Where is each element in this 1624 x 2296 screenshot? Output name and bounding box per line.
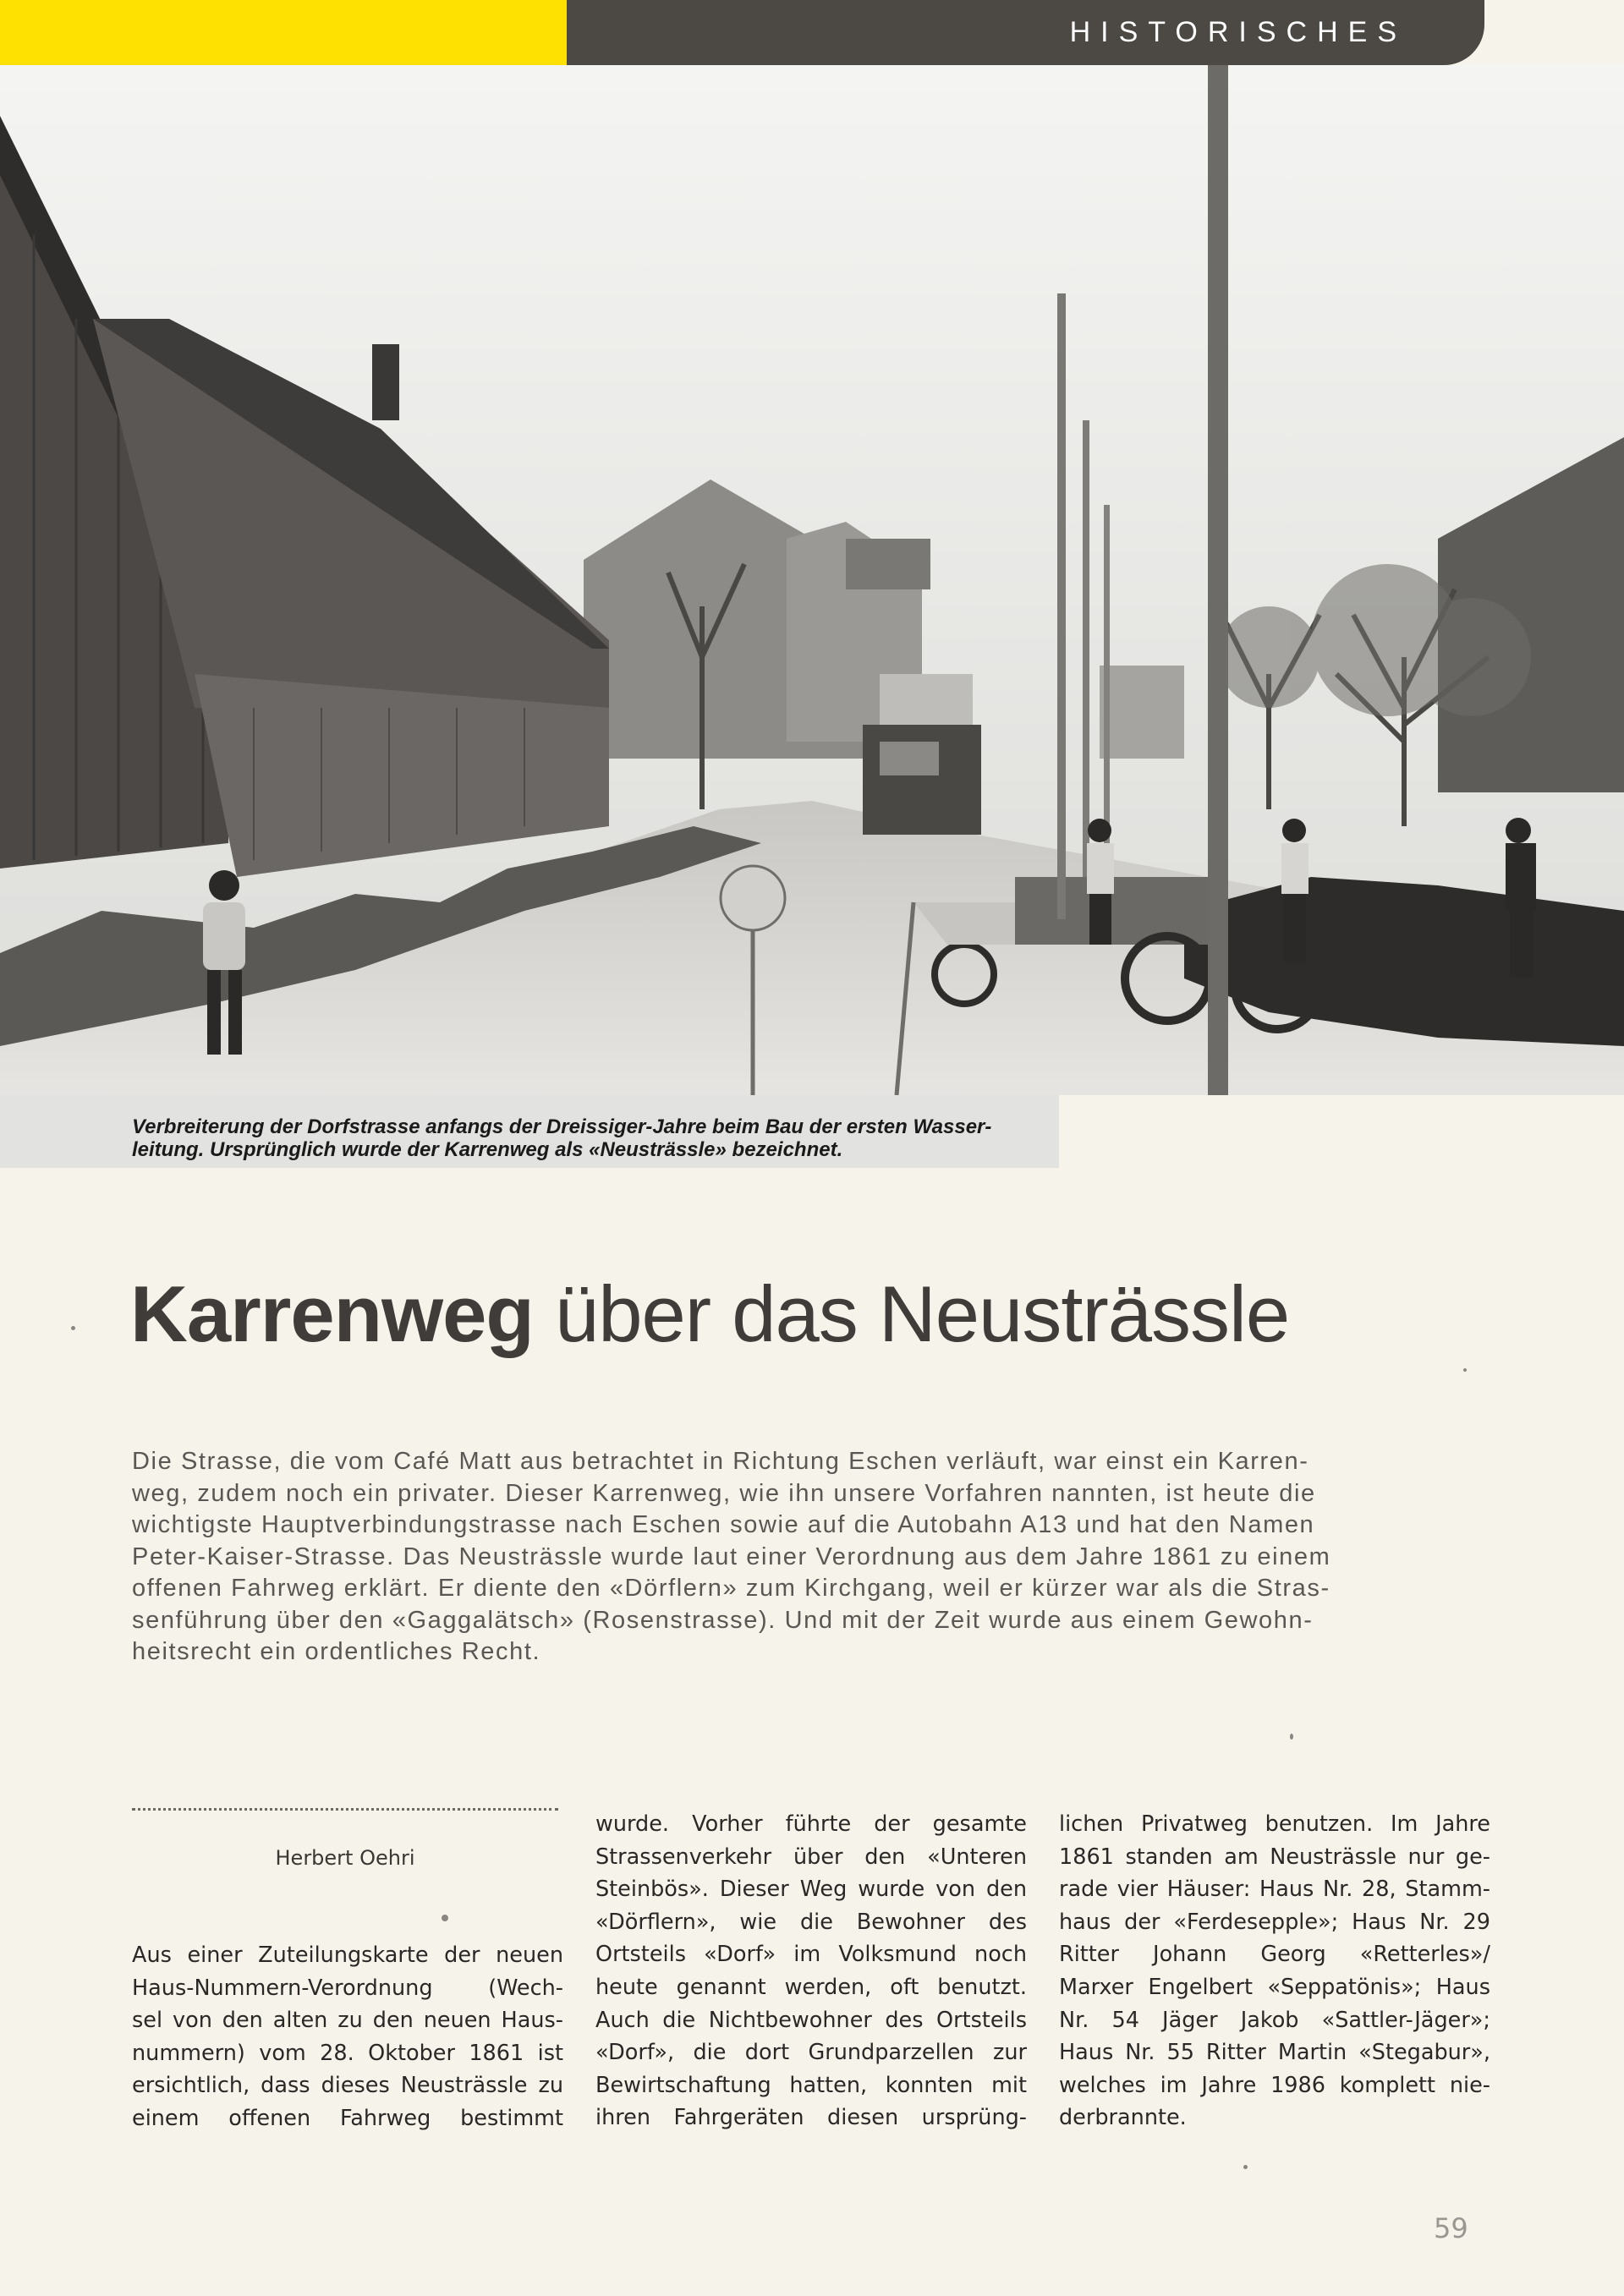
article-title-rest: über das Neusträssle — [533, 1269, 1290, 1358]
article-lead — [132, 1446, 1464, 1669]
body-line: «Dörflern», wie die Bewohner des — [595, 1909, 1027, 1935]
photo-illustration — [0, 65, 1624, 1095]
body-column-1 — [132, 1939, 563, 2135]
body-line: welches im Jahre 1986 komplett nie- — [1059, 2072, 1490, 2098]
section-label: HISTORISCHES — [1069, 16, 1407, 48]
paper-speck — [1243, 2165, 1248, 2169]
yellow-accent-bar — [0, 0, 567, 65]
caption-line: Verbreiterung der Dorfstrasse anfangs der Dreissiger-Jahre beim Bau der ersten Wasser- — [132, 1115, 992, 1138]
author-divider — [132, 1808, 558, 1811]
body-line: Haus Nr. 55 Ritter Martin «Stegabur», — [1059, 2040, 1490, 2066]
body-line: rade vier Häuser: Haus Nr. 28, Stamm- — [1059, 1877, 1490, 1903]
lead-line: Die Strasse, die vom Café Matt aus betrachtet in Richtung Eschen verläuft, war einst ein Karren- — [132, 1448, 1309, 1475]
body-line: Auch die Nichtbewohner des Ortsteils — [595, 2007, 1027, 2033]
lead-line: heitsrecht ein ordentliches Recht. — [132, 1638, 541, 1665]
body-line: heute genannt werden, oft benutzt. — [595, 1974, 1027, 2000]
page-number: 59 — [1434, 2212, 1468, 2244]
paper-speck — [1290, 1734, 1293, 1740]
article-title — [130, 1269, 1289, 1360]
section-header-tab — [567, 0, 1484, 65]
body-line: Ritter Johann Georg «Retterles»/ — [1059, 1942, 1490, 1968]
article-title-bold: Karrenweg — [130, 1269, 534, 1358]
body-line: «Dorf», die dort Grundparzellen zur — [595, 2040, 1027, 2066]
body-column-3 — [1059, 1808, 1490, 2134]
caption-line: leitung. Ursprünglich wurde der Karrenweg als «Neusträssle» bezeichnet. — [132, 1138, 843, 1161]
body-line: nummern) vom 28. Oktober 1861 ist — [132, 2040, 563, 2066]
paper-speck — [1463, 1368, 1467, 1372]
body-line: Aus einer Zuteilungskarte der neuen — [132, 1943, 563, 1968]
historic-street-photo — [0, 65, 1624, 1095]
lead-line: Peter-Kaiser-Strasse. Das Neusträssle wurde laut einer Verordnung aus dem Jahre 1861 zu einem — [132, 1543, 1331, 1570]
lead-line: senführung über den «Gaggalätsch» (Rosenstrasse). Und mit der Zeit wurde aus einem Gewohn- — [132, 1606, 1314, 1634]
body-line: Marxer Engelbert «Seppatönis»; Haus — [1059, 1974, 1490, 2000]
body-line: 1861 standen am Neusträssle nur ge- — [1059, 1844, 1490, 1870]
body-line: lichen Privatweg benutzen. Im Jahre — [1059, 1811, 1490, 1837]
body-line: ersichtlich, dass dieses Neusträssle zu — [132, 2073, 563, 2099]
body-line: einem offenen Fahrweg bestimmt — [132, 2105, 563, 2131]
body-line: derbrannte. — [1059, 2105, 1187, 2131]
body-line: Strassenverkehr über den «Unteren — [595, 1844, 1027, 1870]
body-line: Haus-Nummern-Verordnung (Wech- — [132, 1975, 563, 2001]
body-line: wurde. Vorher führte der gesamte — [595, 1811, 1027, 1837]
body-line: sel von den alten zu den neuen Haus- — [132, 2008, 563, 2034]
lead-line: offenen Fahrweg erklärt. Er diente den «Dörflern» zum Kirchgang, weil er kürzer war als die Stras- — [132, 1575, 1330, 1602]
lead-line: weg, zudem noch ein privater. Dieser Karrenweg, wie ihn unsere Vorfahren nannten, ist heute die — [132, 1479, 1316, 1507]
body-line: haus der «Ferdesepple»; Haus Nr. 29 — [1059, 1909, 1490, 1935]
body-line: Ortsteils «Dorf» im Volksmund noch — [595, 1942, 1027, 1968]
body-column-2 — [595, 1808, 1027, 2134]
lead-line: wichtigste Hauptverbindungstrasse nach Eschen sowie auf die Autobahn A13 und hat den Namen — [132, 1511, 1315, 1538]
paper-speck — [442, 1915, 448, 1921]
body-line: ihren Fahrgeräten diesen ursprüng- — [595, 2105, 1027, 2131]
body-line: Nr. 54 Jäger Jakob «Sattler-Jäger»; — [1059, 2007, 1490, 2033]
body-line: Bewirtschaftung hatten, konnten mit — [595, 2072, 1027, 2098]
photo-caption — [0, 1095, 1059, 1168]
body-line: Steinbös». Dieser Weg wurde von den — [595, 1877, 1027, 1903]
author-name: Herbert Oehri — [275, 1846, 415, 1870]
paper-speck — [71, 1326, 75, 1330]
